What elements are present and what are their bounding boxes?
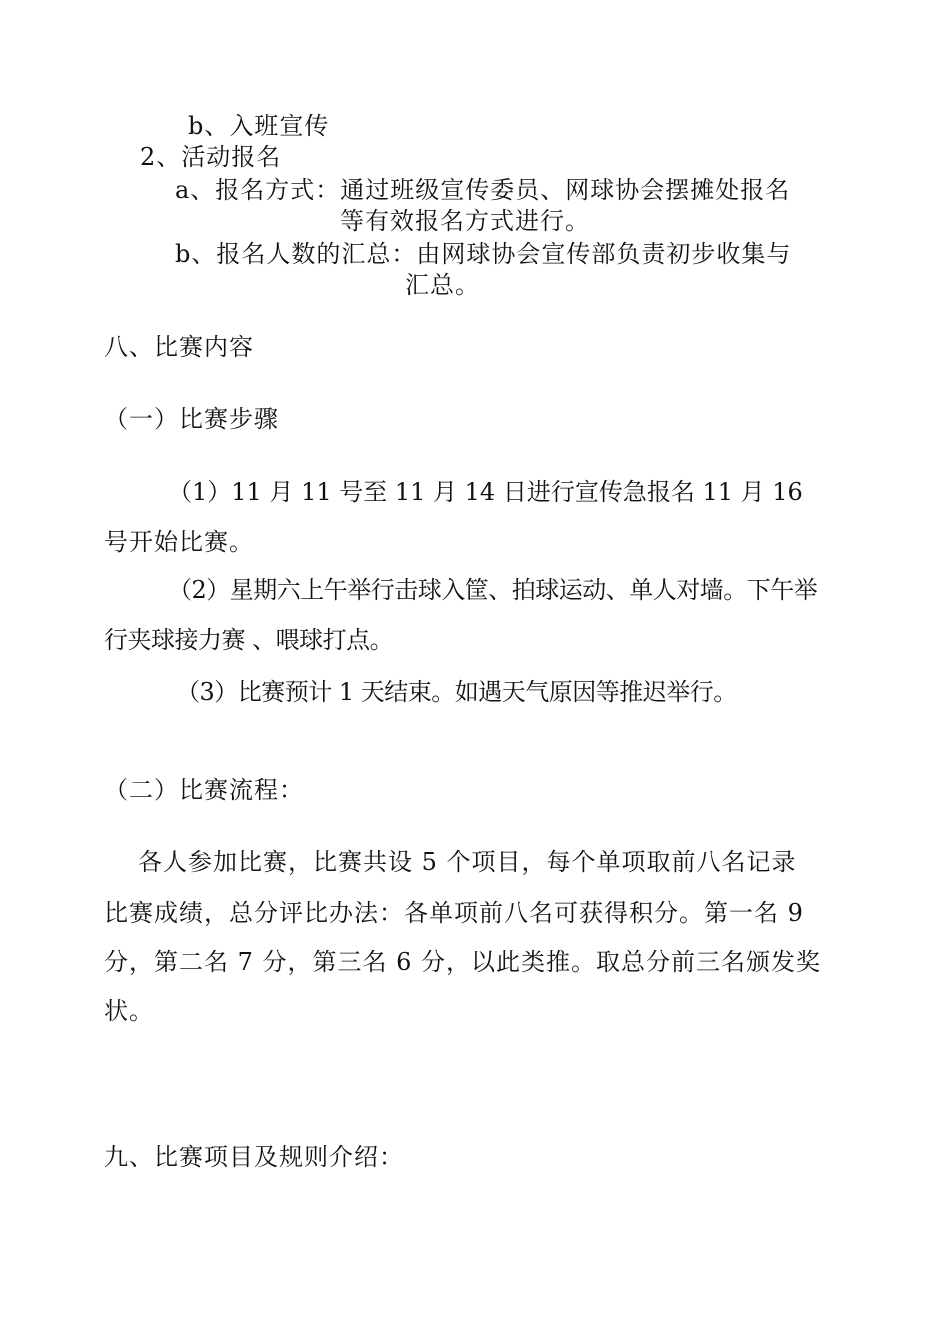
step2-line1: （2）星期六上午举行击球入筐、拍球运动、单人对墙。下午举 [168,576,818,604]
flow-line3: 分，第二名 7 分，第三名 6 分，以此类推。取总分前三名颁发奖 [104,948,822,976]
step1-line2: 号开始比赛。 [104,528,254,556]
registration-method-line2: 等有效报名方式进行。 [340,207,590,235]
subheading-competition-steps: （一）比赛步骤 [104,405,279,433]
publicity-item-b: b、入班宣传 [188,112,330,140]
flow-line2: 比赛成绩，总分评比办法：各单项前八名可获得积分。第一名 9 [104,899,804,927]
flow-line4: 状。 [104,997,154,1025]
subheading-competition-flow: （二）比赛流程： [104,776,304,804]
section-registration: 2、活动报名 [140,143,282,171]
step2-line2: 行夹球接力赛 、喂球打点。 [104,626,394,654]
heading-events-and-rules: 九、比赛项目及规则介绍： [104,1143,404,1171]
registration-summary-line1: b、报名人数的汇总：由网球协会宣传部负责初步收集与 [175,240,792,268]
registration-method-line1: a、报名方式：通过班级宣传委员、网球协会摆摊处报名 [175,176,791,204]
step1-line1: （1）11 月 11 号至 11 月 14 日进行宣传急报名 11 月 16 [168,478,803,506]
step3-line1: （3）比赛预计 1 天结束。如遇天气原因等推迟举行。 [176,678,737,706]
flow-line1: 各人参加比赛，比赛共设 5 个项目，每个单项取前八名记录 [138,848,797,876]
registration-summary-line2: 汇总。 [405,271,480,299]
heading-competition-content: 八、比赛内容 [104,333,254,361]
